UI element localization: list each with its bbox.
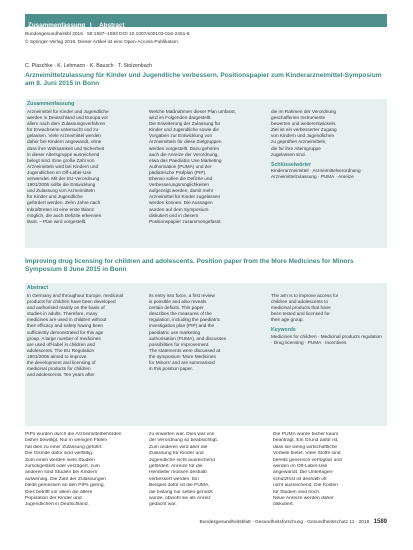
text-line: possibilities for improvement. bbox=[149, 341, 210, 347]
tab-separator: | bbox=[89, 22, 92, 29]
text-line: in this position paper. bbox=[149, 366, 194, 372]
text-line: für Erwachsene untersucht und zu- bbox=[27, 127, 100, 133]
text-line: Welche Maßnahmen dieser Plan umfasst, bbox=[149, 109, 236, 114]
text-line: gelassen. Viele Arzneimittel werden bbox=[27, 133, 101, 139]
text-line: daher bei Kindern angewandt, ohne bbox=[27, 139, 102, 145]
text-line: verwendet. Mit der EU-Verordnung bbox=[27, 176, 100, 182]
text-line: nicht ausreichend. Die Kosten bbox=[273, 483, 338, 489]
page-footer bbox=[25, 519, 387, 525]
text-line: Neue Anreize werden daher bbox=[273, 496, 334, 502]
text-line: their age group. bbox=[271, 317, 304, 323]
text-line: Population der Kinder und bbox=[25, 496, 82, 502]
text-line: zugelassen sind. bbox=[271, 151, 306, 157]
text-line: In Germany and throughout Europe, medicinal bbox=[27, 293, 124, 298]
heading-zusammenfassung: Zusammenfassung bbox=[27, 101, 75, 107]
text-line: für Kinder und Jugendliche bbox=[27, 194, 83, 200]
text-line: und Zulassung von Arzneimitteln bbox=[27, 188, 95, 194]
keywords-en: Medicines for children · Medicinal products regulation · Drug licensing · PUMA · Incentives bbox=[271, 333, 382, 345]
journal-name: Bundesgesundheitsblatt - Gesundheitsforschung - Gesundheitsschutz 11 · 2016 bbox=[199, 520, 370, 525]
text-line: 1901/2006 sollte die Entwicklung bbox=[27, 182, 96, 188]
text-line: bisher bewilligt. Nur in wenigen Fällen bbox=[25, 438, 108, 444]
heading-abstract: Abstract bbox=[27, 285, 49, 291]
text-line: lässt. – Plan wird vorgestellt. bbox=[27, 218, 87, 224]
text-line: and adolescents. Ten years after bbox=[27, 372, 95, 378]
abstract-en-col2 bbox=[149, 293, 261, 372]
text-line: Ebenso sollen die Defizite und bbox=[149, 176, 213, 182]
text-line: Jugendliche nicht ausreichend bbox=[149, 457, 215, 463]
text-line: authorisation (PUMA), and discusses bbox=[149, 335, 227, 341]
text-line: Zulassung für Kinder und bbox=[149, 451, 204, 457]
page-number: 1589 bbox=[373, 519, 387, 525]
text-line: möglich, die auch Defizite erkennen bbox=[27, 212, 102, 218]
text-line: are used off-label in children and bbox=[27, 341, 95, 347]
text-line: regulation, including the paediatric bbox=[149, 317, 221, 323]
abstract-en-col3 bbox=[271, 293, 383, 346]
text-line: The statements were discussed at bbox=[149, 347, 221, 353]
text-line: Zum einen werden viele Studien bbox=[25, 457, 95, 463]
text-line: etwa das Paediatric Use Marketing bbox=[149, 157, 222, 163]
author-list: C. Plaschke · K. Lehmann · K. Bausch · T. Stolzenbach bbox=[25, 63, 153, 69]
text-line: gefördert werden. Zehn Jahre nach bbox=[27, 200, 101, 206]
text-line: for Minors' and are summarised bbox=[149, 360, 215, 366]
text-line: Dies betrifft vor allem die ältere bbox=[25, 489, 93, 495]
text-line: werden im Off-Label-Use bbox=[273, 464, 328, 470]
text-line: Hersteller müssen deshalb bbox=[149, 470, 207, 476]
text-line: allem nach dem Zulassungsverfahren bbox=[27, 121, 106, 127]
text-line: dass ihre Wirksamkeit und Sicherheit bbox=[27, 145, 105, 151]
text-line: auch die Anreize der Verordnung, bbox=[149, 151, 219, 157]
text-line: verbessert werden. Ein bbox=[149, 476, 200, 482]
text-line: bereits generisch verfügbar und bbox=[273, 457, 342, 463]
text-line: Kinder und Jugendliche sowie die bbox=[149, 127, 219, 133]
text-line: anderen sind Studien bei Kindern bbox=[25, 470, 98, 476]
text-line: medicines are used in children without bbox=[27, 317, 107, 323]
text-line: der Verordnung so beabsichtigt. bbox=[149, 438, 219, 444]
text-line: Arzneimitteln für diese Zielgruppen bbox=[149, 139, 222, 145]
text-line: the symposium 'More Medicines bbox=[149, 353, 216, 359]
text-line: paediatric use marketing bbox=[149, 329, 201, 335]
text-line: zu erwarten war. Dies war von bbox=[149, 432, 215, 437]
text-line: die im Rahmen der Verordnung bbox=[271, 109, 337, 114]
text-line: zu geprüften Arzneimitteln, bbox=[271, 139, 327, 145]
text-line: Authorisation (PUMA) und der bbox=[149, 163, 212, 169]
text-line: Die Erweiterung der Zulassung für bbox=[149, 121, 221, 127]
keywords-de: Kinderarzneimittel · Arzneimittelverordnung · Arzneimittelzulassung · PUMA · Anreize bbox=[271, 167, 364, 179]
text-line: Vorteile bietet. Viele Stoffe sind bbox=[273, 451, 341, 457]
abstract-en-col1 bbox=[27, 293, 139, 378]
text-line: The aim is to improve access for bbox=[271, 293, 339, 298]
text-line: zurückgestellt oder verzögert, zum bbox=[25, 464, 100, 470]
text-line: die bislang nur selten genutzt bbox=[149, 489, 213, 495]
text-line: die für ihre Altersgruppe bbox=[271, 145, 321, 151]
abstract-box-en bbox=[25, 283, 387, 426]
text-line: Arzneimittel für Kinder und Jugendliche bbox=[27, 109, 109, 114]
tab-zusammenfassung: Zusammenfassung bbox=[28, 22, 86, 29]
text-line: describes the measures of the bbox=[149, 311, 212, 317]
text-line: certain deficits. This paper bbox=[149, 305, 204, 311]
text-line: wurden auf dem Symposium bbox=[149, 206, 209, 212]
text-line: and authorised mainly on the basis of bbox=[27, 305, 105, 311]
text-line: bewerten und weiterentwickeln. bbox=[271, 121, 337, 127]
text-line: Inkrafttreten ist eine erste Bilanz bbox=[27, 206, 94, 212]
text-line: Jugendlichen in Deutschland. bbox=[25, 502, 89, 508]
heading-keywords: Keywords bbox=[271, 327, 296, 334]
text-line: belegt sind. Eine große Zahl von bbox=[27, 157, 95, 163]
text-line: Verbesserungsmöglichkeiten bbox=[149, 182, 209, 188]
text-line: in dieser Altersgruppe ausreichend bbox=[27, 151, 100, 157]
text-line: sufficiently demonstrated for this age bbox=[27, 329, 104, 335]
text-line: aufgezeigt werden, damit mehr bbox=[149, 188, 214, 194]
text-line: aufwendig. Die Zahl der Zulassungen bbox=[25, 476, 107, 482]
text-line: studies in adults. Therefore, many bbox=[27, 311, 98, 317]
text-line: schutzfrist ist deshalb oft bbox=[273, 476, 327, 482]
text-line: gefördert. Anreize für die bbox=[149, 464, 203, 470]
text-line: wurde, obwohl sie als Anreiz bbox=[149, 496, 211, 502]
text-line: medicinal products for children bbox=[27, 366, 91, 372]
text-line: hat dies zu einer Zulassung geführt. bbox=[25, 444, 103, 450]
text-line: diskutiert und in diesem bbox=[149, 212, 199, 218]
text-line: adolescents. The EU Regulation bbox=[27, 347, 95, 353]
body-col1 bbox=[25, 432, 137, 509]
text-line: Arzneimittel für Kinder zugelassen bbox=[149, 194, 221, 200]
text-line: wird im Folgenden dargestellt. bbox=[149, 115, 212, 121]
text-line: von Kindern und Jugendlichen bbox=[271, 133, 335, 139]
abstract-de-col3 bbox=[271, 109, 383, 180]
citation-line: Bundesgesundheitsbl 2016 · 59:1587–1593 DOI 10.1007/s00103-016-2451-8 bbox=[25, 32, 190, 37]
text-line: gedacht war. bbox=[149, 502, 177, 508]
text-line: Jugendlichen im Off-Label-Use bbox=[27, 169, 92, 175]
abstract-de-col2 bbox=[149, 109, 261, 225]
text-line: Positionspapier zusammengefasst. bbox=[149, 218, 222, 224]
text-line: werden in Deutschland und Europa vor bbox=[27, 115, 109, 121]
text-line: Vorgaben zur Entwicklung von bbox=[149, 133, 213, 139]
text-line: PIPs wurden durch die Arzneimittelbehörden bbox=[25, 432, 122, 437]
text-line: Ziel ist ein verbesserter Zugang bbox=[271, 127, 337, 133]
body-col2 bbox=[149, 432, 261, 509]
text-line: geschaffenen Instrumente bbox=[271, 115, 326, 121]
text-line: werden können. Die Aussagen bbox=[149, 200, 213, 206]
text-line: bleibt gemessen an den PIPs gering. bbox=[25, 483, 105, 489]
text-line: diskutiert. bbox=[273, 502, 294, 508]
text-line: für Studien sind hoch. bbox=[273, 489, 321, 495]
text-line: werden vorgestellt. Dazu gehören bbox=[149, 145, 220, 151]
text-line: the development and licensing of bbox=[27, 360, 96, 366]
tab-abstract: Abstract bbox=[99, 22, 125, 29]
text-line: 1901/2006 aimed to improve bbox=[27, 353, 87, 359]
text-line: been tested and licensed for bbox=[271, 311, 330, 317]
copyright-line: © Springer-Verlag 2016. Dieser Artikel ist eine Open-Access-Publikation. bbox=[25, 40, 180, 45]
text-line: Die Gründe dafür sind vielfältig. bbox=[25, 451, 94, 457]
abstract-tab-bar bbox=[25, 14, 387, 27]
text-line: investigation plan (PIP) and the bbox=[149, 323, 215, 329]
abstract-de-col1 bbox=[27, 109, 139, 225]
abstract-box-de bbox=[25, 99, 387, 248]
article-title-de: Arzneimittelzulassung für Kinder und Jugendliche verbessern. Positionspapier zum Kinderarzneimittel-Symposium am 8. Juni 2015 in Bonn bbox=[25, 72, 382, 87]
text-line: products for children have been developed bbox=[27, 299, 116, 305]
text-line: medicinal products that have bbox=[271, 305, 331, 311]
text-line: Beispiel dafür ist die PUMA, bbox=[149, 483, 210, 489]
text-line: Die PUMA wurde bisher kaum bbox=[273, 432, 339, 437]
article-title-en: Improving drug licensing for children and adolescents. Position paper from the More Medicines for Minors Symposium 8 June 2015 in Bonn bbox=[25, 258, 354, 273]
body-col3 bbox=[273, 432, 387, 509]
text-line: their efficacy and safety having been bbox=[27, 323, 104, 329]
text-line: beantragt. Ein Grund dafür ist, bbox=[273, 438, 339, 444]
text-line: angewandt. Die Unterlagen- bbox=[273, 470, 334, 476]
text-line: group. A large number of medicines bbox=[27, 335, 101, 341]
text-line: is possible and also reveals bbox=[149, 299, 207, 305]
heading-schluesselwoerter: Schlüsselwörter bbox=[271, 161, 312, 168]
text-line: Zum anderen wird aber die bbox=[149, 444, 208, 450]
text-line: children and adolescents to bbox=[271, 299, 329, 305]
text-line: its entry into force, a first review bbox=[149, 293, 215, 298]
text-line: pädiatrische Prüfplan (PIP). bbox=[149, 169, 207, 175]
text-line: Arzneimitteln wird bei Kindern und bbox=[27, 163, 99, 169]
text-line: dass sie wenig wirtschaftliche bbox=[273, 444, 338, 450]
